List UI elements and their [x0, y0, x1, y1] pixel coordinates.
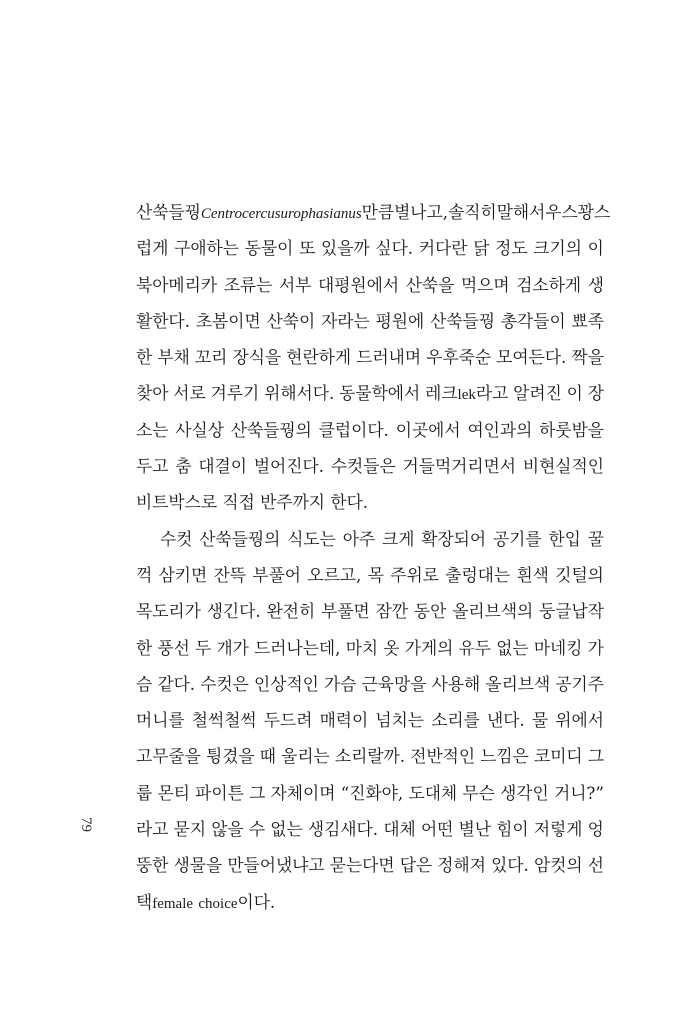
text-line	[136, 267, 604, 303]
word: 엉	[587, 819, 604, 840]
word: 산쑥들꿩의	[230, 419, 312, 440]
text-line	[136, 448, 604, 484]
word: 있을까	[321, 238, 370, 259]
word: 꺽	[136, 564, 153, 585]
word: 정도	[495, 238, 528, 259]
text-line	[136, 557, 604, 593]
word: 목도리가	[136, 601, 201, 622]
word: 벌어진다.	[253, 456, 324, 477]
text-line	[136, 811, 604, 847]
word: 동물학에서	[339, 383, 421, 404]
word: 활한다.	[136, 310, 190, 331]
text-line	[136, 339, 604, 375]
word: 생긴다.	[206, 601, 261, 622]
word: 한	[136, 347, 153, 368]
word: 출렁대는	[445, 564, 511, 585]
word: 없는	[496, 637, 529, 658]
word: 식도는	[287, 528, 336, 549]
word: 레크lek라고	[425, 383, 509, 404]
word: 여인과의	[467, 419, 533, 440]
word: 이곳에서	[395, 419, 461, 440]
word: 생각인	[500, 782, 549, 803]
word: 산쑥이	[266, 310, 316, 331]
text-line	[136, 847, 604, 883]
word: 묻지	[173, 819, 207, 840]
word: 산쑥들꿩	[430, 310, 495, 331]
word: 아주	[342, 528, 376, 549]
word: 울리는	[281, 746, 330, 767]
word: 모여든다.	[496, 347, 567, 368]
word: 두고	[136, 456, 169, 477]
word: 오르고,	[307, 564, 362, 585]
word: 반주까지	[260, 492, 326, 513]
word: 알려진	[513, 383, 562, 404]
word: 부풀어	[252, 564, 301, 585]
word: 낸다.	[486, 710, 525, 731]
word: 말해서	[496, 202, 546, 222]
word: 거니?”	[553, 782, 604, 803]
word: 소리랄까.	[334, 746, 406, 767]
word: 수컷들은	[330, 456, 396, 477]
word: 공기주	[555, 673, 604, 694]
word: 깃털의	[555, 564, 604, 585]
word: 대평원에서	[318, 274, 400, 295]
text-line	[136, 593, 604, 629]
word: 짝을	[571, 347, 604, 368]
text-line	[136, 630, 604, 666]
word: 잔뜩	[213, 564, 246, 585]
word: 수컷	[160, 528, 193, 549]
text-line	[136, 303, 604, 339]
word: 럽게	[136, 238, 169, 259]
word: 풍선	[157, 637, 190, 658]
text-line	[136, 375, 604, 411]
text-line	[136, 775, 604, 811]
word: 느낌은	[480, 746, 529, 767]
word: 별난	[458, 819, 491, 840]
word: 산쑥들꿩Centrocercus	[136, 202, 281, 222]
word: 위에서	[555, 710, 604, 731]
word: 같다.	[157, 673, 196, 694]
word: 소리를	[431, 710, 480, 731]
word: 가게의	[404, 637, 454, 658]
word: 수컷은	[200, 673, 249, 694]
word: 서로	[173, 383, 206, 404]
body-text	[136, 194, 611, 920]
word: 총각들이	[500, 310, 566, 331]
word: 때	[259, 746, 276, 767]
word: 어떤	[420, 819, 454, 840]
word: 비트박스로	[136, 492, 218, 513]
word: 생	[587, 274, 604, 295]
word: 룹	[136, 782, 153, 803]
word: 한	[136, 637, 153, 658]
word: 꿀	[587, 528, 604, 549]
word: 둥글납작	[539, 601, 604, 622]
word: 솔직히	[448, 202, 497, 222]
text-line	[136, 230, 604, 266]
word: 묻는다면	[329, 855, 395, 876]
word: 크기의	[533, 238, 582, 259]
word: 북아메리카	[136, 274, 218, 295]
word: 먹으며	[460, 274, 510, 295]
word: 슴	[136, 673, 153, 694]
text-line	[136, 194, 611, 230]
word: 무슨	[462, 782, 495, 803]
word: 대체	[383, 819, 416, 840]
word: 동물이	[244, 238, 294, 259]
word: 닭	[473, 238, 490, 259]
word: 산쑥을	[405, 274, 455, 295]
text-line	[136, 738, 604, 774]
word: 드러나는데,	[254, 637, 341, 658]
word: 몬티	[157, 782, 190, 803]
word: 유두	[458, 637, 491, 658]
word: 두드려	[263, 710, 313, 731]
word: 옷	[383, 637, 400, 658]
word: 동안	[413, 601, 447, 622]
word: 조류는	[223, 274, 273, 295]
word: 직접	[222, 492, 255, 513]
word: 힘이	[496, 819, 529, 840]
word: 올리브색의	[452, 601, 534, 622]
word: 산쑥들꿩의	[199, 528, 281, 549]
word: 철썩철썩	[191, 710, 257, 731]
word: 구애하는	[174, 238, 239, 259]
word: 사실상	[175, 419, 224, 440]
word: 우스꽝스	[545, 202, 611, 222]
word: choice이다.	[198, 891, 276, 912]
word: 춤	[175, 456, 192, 477]
word: 우후죽순	[426, 347, 492, 368]
word: 완전히	[266, 601, 316, 622]
word: 만들어냈냐고	[227, 855, 325, 876]
word: 암컷의	[533, 855, 583, 876]
word: 드러내며	[356, 347, 422, 368]
word: 그	[587, 746, 604, 767]
word: 대결이	[198, 456, 247, 477]
word: 확장되어	[421, 528, 487, 549]
word: 뚱한	[136, 855, 169, 876]
word: 전반적인	[410, 746, 476, 767]
word: 자체이며	[270, 782, 336, 803]
paragraph	[136, 521, 604, 920]
word: 가	[587, 637, 604, 658]
word: 두	[195, 637, 212, 658]
word: 부풀면	[321, 601, 370, 622]
word: 흰색	[516, 564, 549, 585]
word: 또	[299, 238, 316, 259]
word: 사용해	[431, 673, 481, 694]
word: 찾아	[136, 383, 169, 404]
word: 한다.	[330, 492, 369, 513]
word: 생김새다.	[307, 819, 379, 840]
word: 서부	[278, 274, 312, 295]
word: 물	[531, 710, 549, 731]
word: 소는	[136, 419, 169, 440]
word: 주위로	[390, 564, 439, 585]
word: 생물을	[173, 855, 223, 876]
word: 마네킹	[533, 637, 583, 658]
word: 도대체	[408, 782, 458, 803]
word: 목	[367, 564, 384, 585]
word: 크게	[381, 528, 415, 549]
word: 않을	[211, 819, 244, 840]
word: 삼키면	[158, 564, 208, 585]
word: 마치	[345, 637, 379, 658]
word: 코미디	[534, 746, 583, 767]
word: 현란하게	[286, 347, 352, 368]
text-line	[136, 666, 604, 702]
word: 튕겼을	[205, 746, 255, 767]
word: 위해서다.	[264, 383, 335, 404]
word: 저렇게	[533, 819, 583, 840]
word: “진화야,	[340, 782, 404, 803]
word: 자라는	[321, 310, 370, 331]
text-line	[136, 702, 604, 738]
word: urophasianus만큼	[280, 202, 395, 222]
word: 머니를	[136, 710, 185, 731]
word: 개가	[216, 637, 249, 658]
word: 한입	[548, 528, 581, 549]
word: 가슴	[324, 673, 357, 694]
word: 잠깐	[375, 601, 409, 622]
word: 선	[587, 855, 604, 876]
text-line	[136, 521, 604, 557]
word: 평원에	[375, 310, 425, 331]
paragraph	[136, 194, 611, 521]
word: 싶다.	[375, 238, 414, 259]
word: 답은	[399, 855, 433, 876]
word: 그	[249, 782, 266, 803]
word: 비현실적인	[522, 456, 604, 477]
word: 검소하게	[516, 274, 582, 295]
word: 클럽이다.	[318, 419, 389, 440]
word: 이	[587, 238, 604, 259]
text-line	[136, 412, 604, 448]
word: 정해져	[437, 855, 486, 876]
word: 뾰족	[571, 310, 604, 331]
word: 이	[566, 383, 583, 404]
text-line	[136, 484, 604, 520]
word: 거들먹거리면서	[402, 456, 517, 477]
word: 공기를	[492, 528, 542, 549]
word: 매력이	[319, 710, 369, 731]
word: 장식을	[232, 347, 282, 368]
word: 장	[587, 383, 604, 404]
page-number: 79	[78, 817, 94, 832]
word: 라고	[136, 819, 169, 840]
word: 수	[248, 819, 266, 840]
word: 초봄이면	[195, 310, 261, 331]
word: 택female	[136, 891, 194, 912]
word: 커다란	[418, 238, 468, 259]
word: 올리브색	[485, 673, 551, 694]
word: 별나고,	[394, 202, 449, 222]
word: 꼬리	[194, 347, 228, 368]
word: 하룻밤을	[539, 419, 604, 440]
text-line	[136, 884, 604, 920]
word: 고무줄을	[136, 746, 201, 767]
word: 있다.	[491, 855, 529, 876]
word: 넘치는	[375, 710, 425, 731]
word: 인상적인	[254, 673, 319, 694]
word: 근육망을	[361, 673, 427, 694]
word: 없는	[270, 819, 303, 840]
word: 파이튼	[195, 782, 244, 803]
word: 부채	[157, 347, 190, 368]
word: 겨루기	[210, 383, 260, 404]
